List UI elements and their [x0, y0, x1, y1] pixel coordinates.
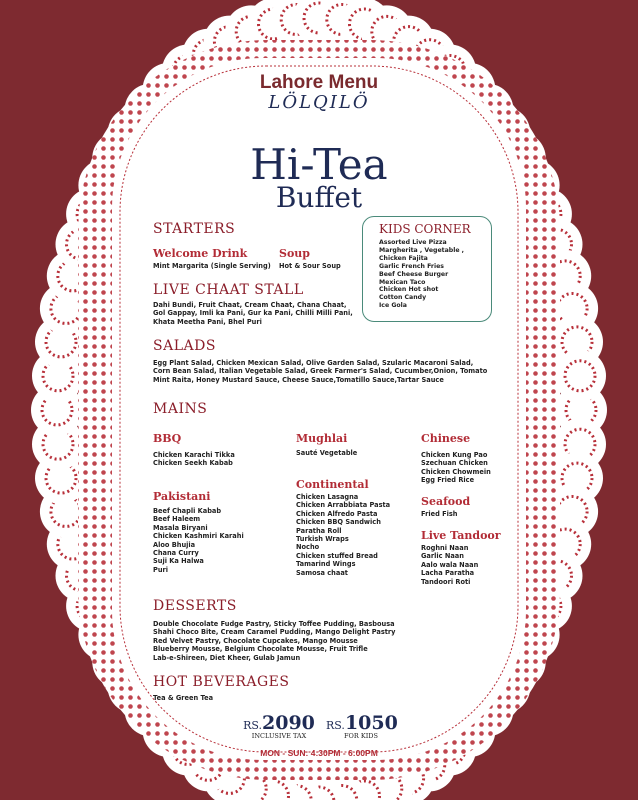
- hero-line-2: Buffet: [275, 181, 363, 214]
- seafood-items: Fried Fish: [421, 510, 458, 518]
- kids-price-note: FOR KIDS: [344, 732, 378, 740]
- chaat-heading: LIVE CHAAT STALL: [153, 282, 304, 298]
- kids-price: [326, 712, 396, 740]
- mughlai-items: Sauté Vegetable: [296, 449, 358, 457]
- adult-amount: 2090: [262, 712, 315, 734]
- continental-heading: Continental: [296, 478, 369, 491]
- adult-currency: RS.: [243, 719, 263, 732]
- hero-title: [200, 140, 438, 214]
- continental-items: Chicken Lasagna Chicken Arrabbiata Pasta Chicken Alfredo Pasta Chicken BBQ Sandwich Paratha Roll Turkish Wraps Nocho Chicken stuffed Bread Tamarind Wings Samosa chaat: [296, 493, 391, 577]
- bbq-items: Chicken Karachi Tikka Chicken Seekh Kabab: [153, 451, 235, 468]
- seafood-heading: Seafood: [421, 495, 471, 508]
- timing: MON - SUN: 4:30PM - 6:00PM: [260, 748, 378, 758]
- mughlai-heading: Mughlai: [296, 432, 348, 445]
- soup-heading: Soup: [279, 247, 310, 260]
- hot-beverages-heading: HOT BEVERAGES: [153, 674, 290, 690]
- site-title: Lahore Menu: [259, 72, 379, 93]
- live-tandoor-items: Roghni Naan Garlic Naan Aalo wala Naan Lacha Paratha Tandoori Roti: [421, 544, 479, 586]
- mains-heading: MAINS: [153, 401, 208, 417]
- kids-amount: 1050: [344, 712, 398, 734]
- adult-price-note: INCLUSIVE TAX: [251, 732, 307, 740]
- soup-items: Hot & Sour Soup: [279, 262, 341, 270]
- welcome-drink-heading: Welcome Drink: [153, 247, 248, 260]
- pakistani-heading: Pakistani: [153, 490, 211, 503]
- kids-corner-items: Assorted Live Pizza Margherita , Vegetable , Chicken Fajita Garlic French Fries Beef Cheese Burger Mexican Taco Chicken Hot shot Cotton Candy Ice Gola: [379, 239, 465, 310]
- restaurant-logo: LÖLQILÖ: [268, 92, 370, 113]
- live-tandoor-heading: Live Tandoor: [421, 529, 501, 542]
- hero-line-1: Hi-Tea: [250, 140, 388, 189]
- desserts-items: Double Chocolate Fudge Pastry, Sticky Toffee Pudding, Basbousa Shahi Choco Bite, Cream Caramel Pudding, Mango Delight Pastry Red Velvet Pastry, Chocolate Cupcakes, Mango Mousse Blueberry Mousse, Belgium Chocolate Mousse, Fruit Trifle Lab-e-Shireen, Diet Kheer, Gulab Jamun: [153, 620, 396, 662]
- bbq-heading: BBQ: [153, 432, 182, 445]
- starters-heading: STARTERS: [153, 221, 236, 237]
- desserts-heading: DESSERTS: [153, 598, 237, 614]
- hot-beverages-items: Tea & Green Tea: [153, 694, 214, 702]
- chinese-items: Chicken Kung Pao Szechuan Chicken Chicken Chowmein Egg Fried Rice: [421, 451, 491, 485]
- welcome-drink-items: Mint Margarita (Single Serving): [153, 262, 271, 270]
- chaat-items: Dahi Bundi, Fruit Chaat, Cream Chaat, Chana Chaat, Gol Gappay, Imli ka Pani, Gur ka Pani, Chilli Milli Pani, Khata Meetha Pani, Bhel Puri: [153, 301, 353, 326]
- adult-price: [234, 712, 324, 740]
- salads-items: Egg Plant Salad, Chicken Mexican Salad, Olive Garden Salad, Szularic Macaroni Salad, Corn Bean Salad, Italian Vegetable Salad, Greek Farmer's Salad, Cucumber,Onion, Tomato Mint Raita, Honey Mustard Sauce, Cheese Sauce,Tomatillo Sauce,Tartar Sauce: [153, 359, 488, 384]
- salads-heading: SALADS: [153, 338, 216, 354]
- pakistani-items: Beef Chapli Kabab Beef Haleem Masala Biryani Chicken Kashmiri Karahi Aloo Bhujia Chana Curry Suji Ka Halwa Puri: [153, 507, 244, 574]
- chinese-heading: Chinese: [421, 432, 471, 445]
- kids-currency: RS.: [326, 719, 345, 732]
- kids-corner-heading: KIDS CORNER: [379, 222, 471, 236]
- kids-corner-box: [362, 216, 492, 322]
